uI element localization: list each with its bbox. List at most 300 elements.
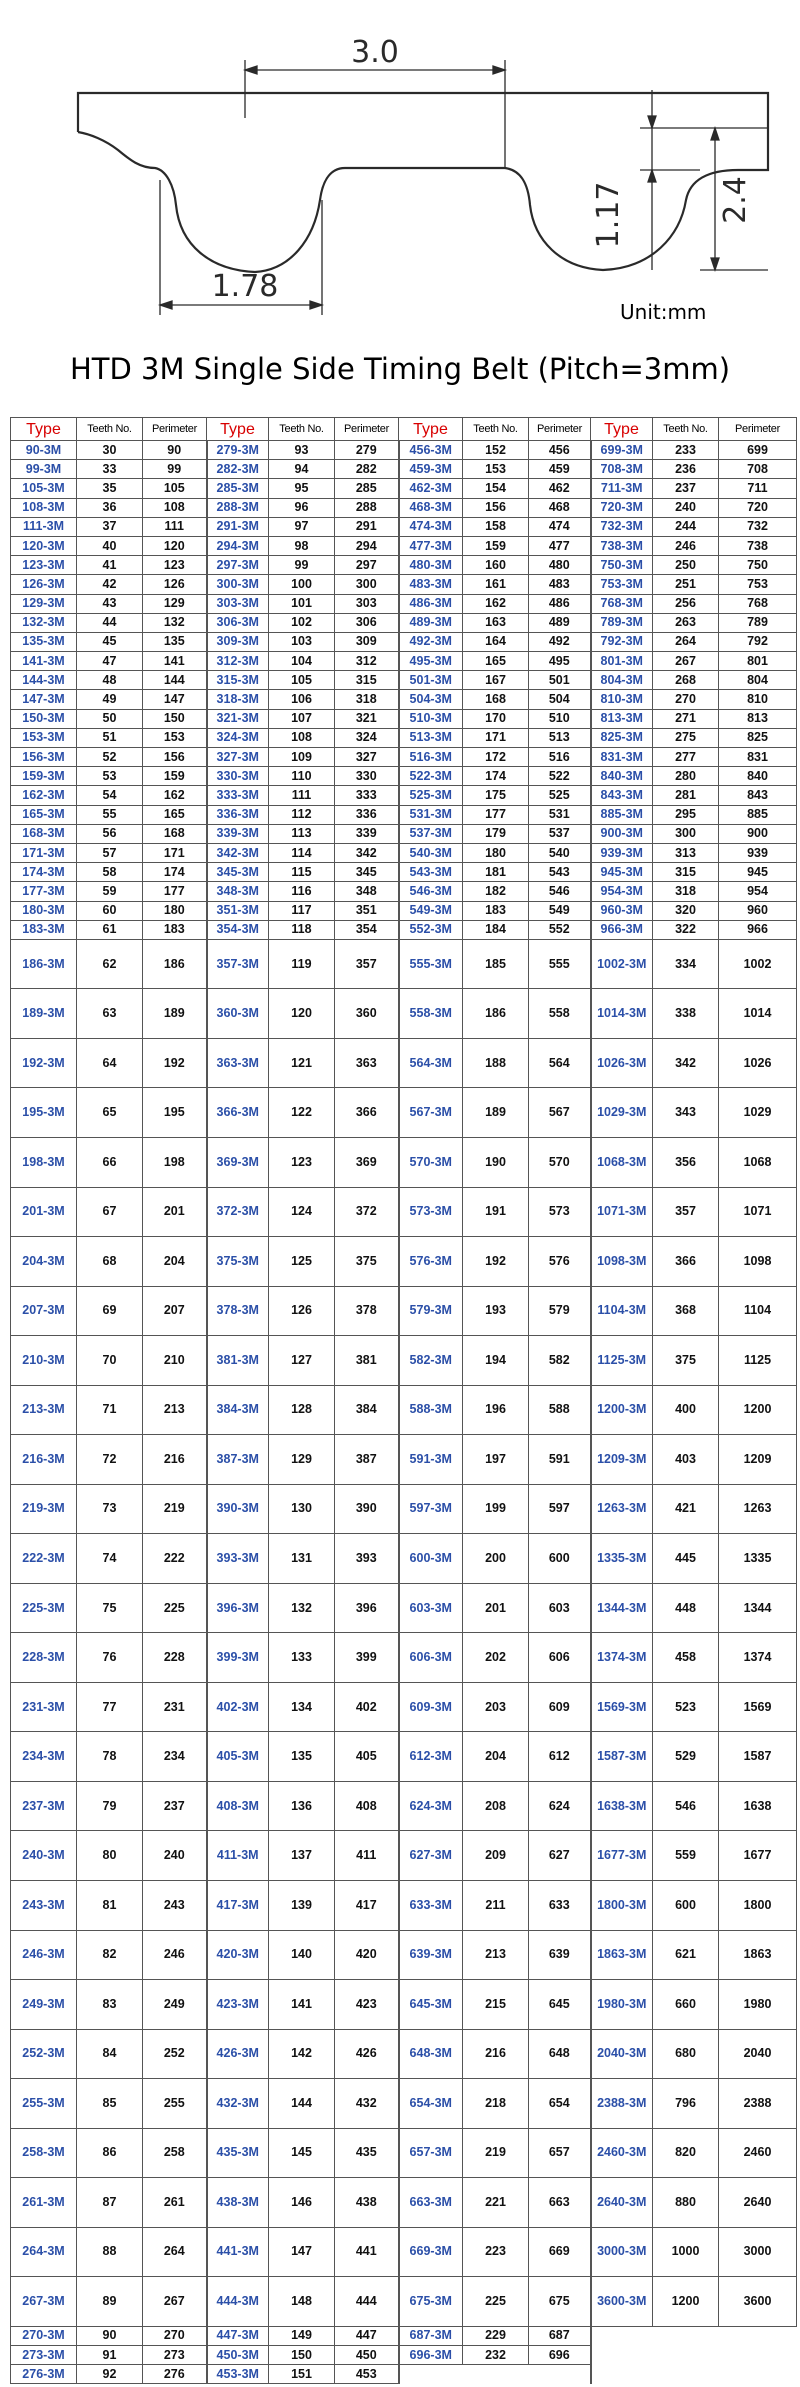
table-row — [11, 536, 797, 555]
cell-type: 432-3M — [207, 2079, 269, 2129]
cell-type: 393-3M — [207, 1534, 269, 1584]
cell-type: 246-3M — [11, 1930, 77, 1980]
cell-perimeter: 3600 — [719, 2277, 797, 2327]
cell-teeth: 86 — [77, 2128, 143, 2178]
cell-perimeter: 447 — [335, 2326, 399, 2345]
table-row — [11, 843, 797, 862]
cell-perimeter: 468 — [529, 498, 591, 517]
cell-teeth: 154 — [463, 479, 529, 498]
cell-perimeter: 276 — [143, 2365, 207, 2384]
cell-teeth: 334 — [653, 939, 719, 989]
cell-perimeter: 570 — [529, 1138, 591, 1188]
cell-type: 531-3M — [399, 805, 463, 824]
cell-teeth: 59 — [77, 882, 143, 901]
cell-type: 297-3M — [207, 556, 269, 575]
cell-perimeter: 960 — [719, 901, 797, 920]
cell-type: 111-3M — [11, 517, 77, 536]
cell-type: 426-3M — [207, 2029, 269, 2079]
cell-teeth: 125 — [269, 1237, 335, 1287]
cell-teeth: 263 — [653, 613, 719, 632]
cell-perimeter: 789 — [719, 613, 797, 632]
cell-type: 420-3M — [207, 1930, 269, 1980]
cell-teeth: 52 — [77, 748, 143, 767]
cell-type: 348-3M — [207, 882, 269, 901]
cell-perimeter: 1677 — [719, 1831, 797, 1881]
cell-perimeter: 645 — [529, 1980, 591, 2030]
cell-type: 840-3M — [591, 767, 653, 786]
cell-teeth: 118 — [269, 920, 335, 939]
cell-teeth: 559 — [653, 1831, 719, 1881]
cell-perimeter: 282 — [335, 460, 399, 479]
cell-perimeter: 381 — [335, 1336, 399, 1386]
cell-type: 201-3M — [11, 1187, 77, 1237]
cell-type: 264-3M — [11, 2227, 77, 2277]
cell-type: 147-3M — [11, 690, 77, 709]
cell-perimeter: 1026 — [719, 1038, 797, 1088]
cell-teeth: 45 — [77, 632, 143, 651]
cell-teeth: 87 — [77, 2178, 143, 2228]
cell-perimeter: 549 — [529, 901, 591, 920]
cell-teeth: 48 — [77, 671, 143, 690]
cell-perimeter: 99 — [143, 460, 207, 479]
cell-perimeter: 810 — [719, 690, 797, 709]
cell-teeth: 880 — [653, 2178, 719, 2228]
cell-teeth: 179 — [463, 824, 529, 843]
cell-teeth: 121 — [269, 1038, 335, 1088]
cell-teeth: 164 — [463, 632, 529, 651]
cell-type: 753-3M — [591, 575, 653, 594]
cell-teeth: 73 — [77, 1484, 143, 1534]
cell-type: 213-3M — [11, 1385, 77, 1435]
cell-type: 813-3M — [591, 709, 653, 728]
table-row — [11, 989, 797, 1039]
cell-type: 558-3M — [399, 989, 463, 1039]
cell-teeth: 445 — [653, 1534, 719, 1584]
cell-teeth: 174 — [463, 767, 529, 786]
cell-perimeter: 396 — [335, 1583, 399, 1633]
cell-perimeter: 249 — [143, 1980, 207, 2030]
cell-perimeter: 801 — [719, 652, 797, 671]
cell-teeth: 30 — [77, 441, 143, 460]
table-row — [11, 1980, 797, 2030]
table-row — [11, 556, 797, 575]
cell-type: 330-3M — [207, 767, 269, 786]
cell-teeth: 680 — [653, 2029, 719, 2079]
cell-perimeter: 366 — [335, 1088, 399, 1138]
cell-teeth: 120 — [269, 989, 335, 1039]
cell-teeth: 105 — [269, 671, 335, 690]
cell-perimeter: 2040 — [719, 2029, 797, 2079]
cell-type: 123-3M — [11, 556, 77, 575]
table-row — [11, 1038, 797, 1088]
cell-teeth: 216 — [463, 2029, 529, 2079]
unit-label: Unit:mm — [620, 300, 707, 324]
cell-teeth: 83 — [77, 1980, 143, 2030]
cell-type: 375-3M — [207, 1237, 269, 1287]
cell-perimeter: 831 — [719, 748, 797, 767]
cell-teeth: 225 — [463, 2277, 529, 2327]
cell-teeth: 68 — [77, 1237, 143, 1287]
cell-type: 639-3M — [399, 1930, 463, 1980]
cell-type: 99-3M — [11, 460, 77, 479]
cell-perimeter: 297 — [335, 556, 399, 575]
cell-perimeter: 180 — [143, 901, 207, 920]
cell-teeth: 183 — [463, 901, 529, 920]
cell-teeth: 188 — [463, 1038, 529, 1088]
cell-type: 579-3M — [399, 1286, 463, 1336]
cell-type: 1104-3M — [591, 1286, 653, 1336]
cell-perimeter: 183 — [143, 920, 207, 939]
cell-teeth: 106 — [269, 690, 335, 709]
cell-perimeter: 159 — [143, 767, 207, 786]
cell-teeth: 163 — [463, 613, 529, 632]
cell-type: 231-3M — [11, 1682, 77, 1732]
cell-type: 300-3M — [207, 575, 269, 594]
cell-perimeter: 240 — [143, 1831, 207, 1881]
cell-teeth: 126 — [269, 1286, 335, 1336]
dim-pitch-label: 3.0 — [351, 35, 399, 70]
cell-type: 324-3M — [207, 728, 269, 747]
cell-perimeter: 369 — [335, 1138, 399, 1188]
cell-perimeter: 123 — [143, 556, 207, 575]
table-row — [11, 652, 797, 671]
header-perimeter: Perimeter — [335, 418, 399, 441]
cell-type: 540-3M — [399, 843, 463, 862]
table-row — [11, 1534, 797, 1584]
cell-type: 216-3M — [11, 1435, 77, 1485]
cell-type: 351-3M — [207, 901, 269, 920]
header-teeth: Teeth No. — [463, 418, 529, 441]
cell-type: 384-3M — [207, 1385, 269, 1435]
cell-teeth: 55 — [77, 805, 143, 824]
cell-perimeter: 501 — [529, 671, 591, 690]
cell-type: 510-3M — [399, 709, 463, 728]
cell-teeth: 199 — [463, 1484, 529, 1534]
cell-type: 303-3M — [207, 594, 269, 613]
cell-type: 240-3M — [11, 1831, 77, 1881]
cell-teeth: 81 — [77, 1880, 143, 1930]
cell-perimeter: 489 — [529, 613, 591, 632]
cell-perimeter: 237 — [143, 1781, 207, 1831]
cell-teeth: 47 — [77, 652, 143, 671]
cell-perimeter: 426 — [335, 2029, 399, 2079]
cell-teeth: 144 — [269, 2079, 335, 2129]
cell-perimeter: 363 — [335, 1038, 399, 1088]
cell-teeth: 300 — [653, 824, 719, 843]
cell-teeth: 256 — [653, 594, 719, 613]
cell-teeth: 37 — [77, 517, 143, 536]
cell-type: 1800-3M — [591, 1880, 653, 1930]
cell-type: 315-3M — [207, 671, 269, 690]
cell-teeth: 186 — [463, 989, 529, 1039]
cell-teeth: 95 — [269, 479, 335, 498]
table-row — [11, 2029, 797, 2079]
cell-type: 441-3M — [207, 2227, 269, 2277]
cell-type: 318-3M — [207, 690, 269, 709]
cell-perimeter: 504 — [529, 690, 591, 709]
cell-type: 2460-3M — [591, 2128, 653, 2178]
cell-type: 366-3M — [207, 1088, 269, 1138]
cell-empty — [719, 2365, 797, 2384]
cell-perimeter: 1209 — [719, 1435, 797, 1485]
cell-perimeter: 639 — [529, 1930, 591, 1980]
cell-type: 402-3M — [207, 1682, 269, 1732]
cell-teeth: 342 — [653, 1038, 719, 1088]
cell-perimeter: 435 — [335, 2128, 399, 2178]
table-row — [11, 863, 797, 882]
cell-teeth: 182 — [463, 882, 529, 901]
cell-type: 1029-3M — [591, 1088, 653, 1138]
cell-type: 1068-3M — [591, 1138, 653, 1188]
table-row — [11, 1385, 797, 1435]
cell-type: 369-3M — [207, 1138, 269, 1188]
cell-type: 270-3M — [11, 2326, 77, 2345]
cell-perimeter: 171 — [143, 843, 207, 862]
cell-teeth: 267 — [653, 652, 719, 671]
table-row — [11, 2227, 797, 2277]
cell-type: 273-3M — [11, 2345, 77, 2364]
cell-perimeter: 516 — [529, 748, 591, 767]
cell-perimeter: 708 — [719, 460, 797, 479]
cell-perimeter: 1029 — [719, 1088, 797, 1138]
cell-type: 1587-3M — [591, 1732, 653, 1782]
cell-perimeter: 732 — [719, 517, 797, 536]
cell-teeth: 74 — [77, 1534, 143, 1584]
cell-type: 720-3M — [591, 498, 653, 517]
cell-type: 825-3M — [591, 728, 653, 747]
cell-perimeter: 243 — [143, 1880, 207, 1930]
cell-teeth: 99 — [269, 556, 335, 575]
cell-perimeter: 147 — [143, 690, 207, 709]
cell-perimeter: 531 — [529, 805, 591, 824]
cell-perimeter: 567 — [529, 1088, 591, 1138]
cell-type: 738-3M — [591, 536, 653, 555]
cell-perimeter: 222 — [143, 1534, 207, 1584]
cell-type: 576-3M — [399, 1237, 463, 1287]
cell-type: 1638-3M — [591, 1781, 653, 1831]
cell-teeth: 237 — [653, 479, 719, 498]
cell-perimeter: 201 — [143, 1187, 207, 1237]
cell-teeth: 76 — [77, 1633, 143, 1683]
table-row — [11, 690, 797, 709]
cell-type: 90-3M — [11, 441, 77, 460]
cell-type: 1098-3M — [591, 1237, 653, 1287]
cell-teeth: 33 — [77, 460, 143, 479]
cell-teeth: 102 — [269, 613, 335, 632]
cell-type: 591-3M — [399, 1435, 463, 1485]
cell-teeth: 1200 — [653, 2277, 719, 2327]
cell-teeth: 91 — [77, 2345, 143, 2364]
cell-teeth: 115 — [269, 863, 335, 882]
cell-type: 234-3M — [11, 1732, 77, 1782]
cell-perimeter: 792 — [719, 632, 797, 651]
cell-type: 675-3M — [399, 2277, 463, 2327]
cell-teeth: 104 — [269, 652, 335, 671]
cell-type: 966-3M — [591, 920, 653, 939]
cell-teeth: 202 — [463, 1633, 529, 1683]
cell-type: 609-3M — [399, 1682, 463, 1732]
cell-type: 483-3M — [399, 575, 463, 594]
cell-teeth: 127 — [269, 1336, 335, 1386]
cell-teeth: 62 — [77, 939, 143, 989]
cell-perimeter: 126 — [143, 575, 207, 594]
cell-perimeter: 285 — [335, 479, 399, 498]
cell-teeth: 343 — [653, 1088, 719, 1138]
cell-type: 105-3M — [11, 479, 77, 498]
cell-perimeter: 1104 — [719, 1286, 797, 1336]
cell-empty — [653, 2365, 719, 2384]
cell-type: 381-3M — [207, 1336, 269, 1386]
cell-teeth: 90 — [77, 2326, 143, 2345]
cell-teeth: 244 — [653, 517, 719, 536]
cell-type: 174-3M — [11, 863, 77, 882]
cell-perimeter: 255 — [143, 2079, 207, 2129]
cell-type: 468-3M — [399, 498, 463, 517]
cell-perimeter: 582 — [529, 1336, 591, 1386]
cell-type: 204-3M — [11, 1237, 77, 1287]
cell-teeth: 107 — [269, 709, 335, 728]
cell-perimeter: 306 — [335, 613, 399, 632]
cell-type: 399-3M — [207, 1633, 269, 1683]
cell-perimeter: 216 — [143, 1435, 207, 1485]
cell-teeth: 146 — [269, 2178, 335, 2228]
cell-type: 249-3M — [11, 1980, 77, 2030]
cell-type: 129-3M — [11, 594, 77, 613]
cell-perimeter: 318 — [335, 690, 399, 709]
table-row — [11, 728, 797, 747]
cell-perimeter: 699 — [719, 441, 797, 460]
cell-teeth: 140 — [269, 1930, 335, 1980]
cell-perimeter: 411 — [335, 1831, 399, 1881]
cell-perimeter: 1263 — [719, 1484, 797, 1534]
cell-perimeter: 768 — [719, 594, 797, 613]
cell-teeth: 93 — [269, 441, 335, 460]
cell-perimeter: 579 — [529, 1286, 591, 1336]
cell-type: 549-3M — [399, 901, 463, 920]
cell-teeth: 203 — [463, 1682, 529, 1732]
cell-teeth: 368 — [653, 1286, 719, 1336]
table-row — [11, 939, 797, 989]
cell-perimeter: 753 — [719, 575, 797, 594]
cell-type: 120-3M — [11, 536, 77, 555]
header-type: Type — [11, 418, 77, 441]
cell-type: 489-3M — [399, 613, 463, 632]
cell-type: 1677-3M — [591, 1831, 653, 1881]
cell-teeth: 320 — [653, 901, 719, 920]
header-perimeter: Perimeter — [719, 418, 797, 441]
cell-perimeter: 258 — [143, 2128, 207, 2178]
cell-teeth: 111 — [269, 786, 335, 805]
cell-teeth: 44 — [77, 613, 143, 632]
cell-teeth: 75 — [77, 1583, 143, 1633]
cell-teeth: 124 — [269, 1187, 335, 1237]
cell-teeth: 78 — [77, 1732, 143, 1782]
cell-type: 657-3M — [399, 2128, 463, 2178]
cell-type: 165-3M — [11, 805, 77, 824]
cell-perimeter: 966 — [719, 920, 797, 939]
cell-teeth: 77 — [77, 1682, 143, 1732]
cell-teeth: 236 — [653, 460, 719, 479]
cell-perimeter: 336 — [335, 805, 399, 824]
cell-teeth: 233 — [653, 441, 719, 460]
cell-perimeter: 555 — [529, 939, 591, 989]
cell-teeth: 129 — [269, 1435, 335, 1485]
cell-type: 108-3M — [11, 498, 77, 517]
cell-type: 171-3M — [11, 843, 77, 862]
cell-perimeter: 804 — [719, 671, 797, 690]
cell-teeth: 204 — [463, 1732, 529, 1782]
table-row — [11, 1237, 797, 1287]
cell-teeth: 356 — [653, 1138, 719, 1188]
header-teeth: Teeth No. — [77, 418, 143, 441]
cell-teeth: 184 — [463, 920, 529, 939]
cell-type: 552-3M — [399, 920, 463, 939]
cell-teeth: 529 — [653, 1732, 719, 1782]
cell-type: 495-3M — [399, 652, 463, 671]
cell-perimeter: 663 — [529, 2178, 591, 2228]
cell-perimeter: 420 — [335, 1930, 399, 1980]
cell-teeth: 172 — [463, 748, 529, 767]
cell-type: 378-3M — [207, 1286, 269, 1336]
cell-perimeter: 825 — [719, 728, 797, 747]
cell-teeth: 162 — [463, 594, 529, 613]
cell-type: 501-3M — [399, 671, 463, 690]
cell-type: 258-3M — [11, 2128, 77, 2178]
cell-teeth: 232 — [463, 2345, 529, 2364]
cell-teeth: 660 — [653, 1980, 719, 2030]
cell-type: 261-3M — [11, 2178, 77, 2228]
cell-teeth: 820 — [653, 2128, 719, 2178]
table-row — [11, 748, 797, 767]
cell-perimeter: 459 — [529, 460, 591, 479]
cell-empty — [653, 2345, 719, 2364]
cell-type: 504-3M — [399, 690, 463, 709]
table-row — [11, 1435, 797, 1485]
cell-perimeter: 540 — [529, 843, 591, 862]
cell-type: 294-3M — [207, 536, 269, 555]
cell-type: 387-3M — [207, 1435, 269, 1485]
cell-type: 1014-3M — [591, 989, 653, 1039]
cell-empty — [529, 2365, 591, 2384]
cell-type: 357-3M — [207, 939, 269, 989]
cell-teeth: 123 — [269, 1138, 335, 1188]
cell-perimeter: 195 — [143, 1088, 207, 1138]
cell-teeth: 101 — [269, 594, 335, 613]
page-title: HTD 3M Single Side Timing Belt (Pitch=3mm) — [69, 352, 731, 386]
cell-empty — [463, 2365, 529, 2384]
cell-teeth: 229 — [463, 2326, 529, 2345]
cell-teeth: 223 — [463, 2227, 529, 2277]
cell-perimeter: 321 — [335, 709, 399, 728]
cell-type: 885-3M — [591, 805, 653, 824]
cell-perimeter: 627 — [529, 1831, 591, 1881]
cell-teeth: 98 — [269, 536, 335, 555]
cell-type: 732-3M — [591, 517, 653, 536]
cell-type: 144-3M — [11, 671, 77, 690]
cell-perimeter: 1374 — [719, 1633, 797, 1683]
cell-empty — [591, 2365, 653, 2384]
table-row — [11, 2326, 797, 2345]
cell-teeth: 63 — [77, 989, 143, 1039]
cell-type: 321-3M — [207, 709, 269, 728]
cell-type: 1863-3M — [591, 1930, 653, 1980]
cell-perimeter: 105 — [143, 479, 207, 498]
cell-perimeter: 141 — [143, 652, 207, 671]
cell-type: 312-3M — [207, 652, 269, 671]
cell-type: 801-3M — [591, 652, 653, 671]
cell-type: 456-3M — [399, 441, 463, 460]
cell-perimeter: 1014 — [719, 989, 797, 1039]
